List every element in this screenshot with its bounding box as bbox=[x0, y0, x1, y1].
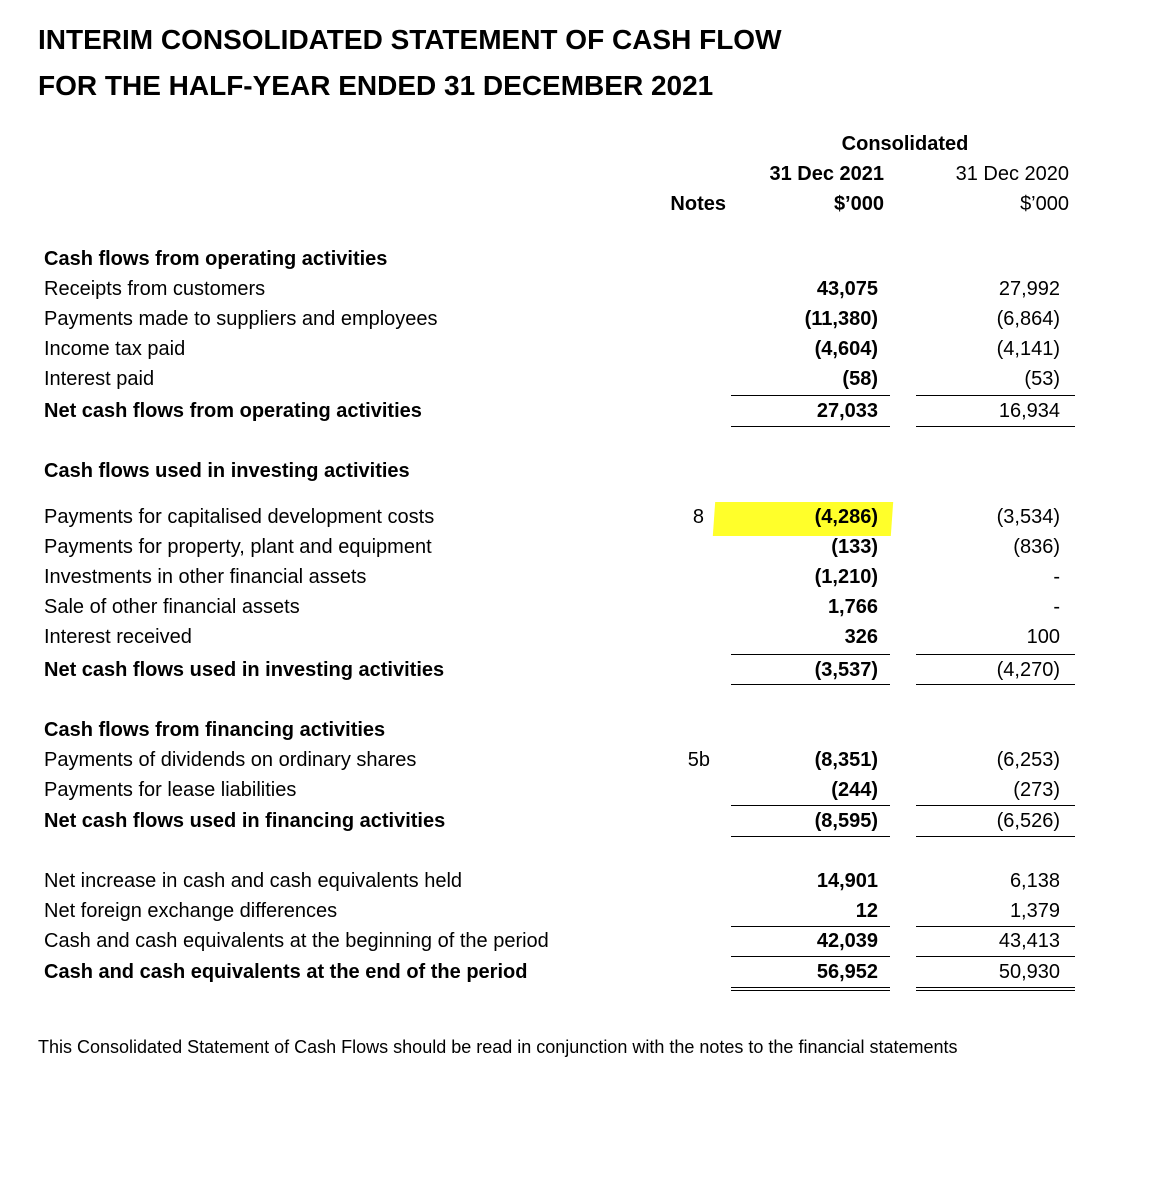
row-label: Net increase in cash and cash equivalents held bbox=[44, 870, 463, 892]
row-label: Interest received bbox=[44, 626, 192, 648]
row-label: Receipts from customers bbox=[44, 278, 266, 300]
value-2021: 12 bbox=[855, 900, 878, 922]
column-2021-date: 31 Dec 2021 bbox=[769, 163, 884, 185]
row-label: Interest paid bbox=[44, 368, 155, 390]
value-2020: - bbox=[1053, 596, 1060, 618]
column-2020-date: 31 Dec 2020 bbox=[955, 163, 1069, 185]
footer-note: This Consolidated Statement of Cash Flows should be read in conjunction with the notes to the financial statements bbox=[38, 1037, 958, 1057]
total-value-2020: (4,270) bbox=[996, 659, 1060, 681]
total-label: Net cash flows used in financing activities bbox=[44, 810, 446, 832]
value-2020: (6,864) bbox=[996, 308, 1060, 330]
statement-title: INTERIM CONSOLIDATED STATEMENT OF CASH FLOW bbox=[38, 24, 782, 55]
column-2020-unit: $’000 bbox=[1020, 193, 1069, 215]
total-rule bbox=[731, 684, 890, 685]
value-2021: 14,901 bbox=[816, 870, 878, 892]
total-row bbox=[0, 806, 1160, 836]
table-row bbox=[0, 622, 1160, 652]
value-2021: 42,039 bbox=[816, 930, 878, 952]
total-rule bbox=[916, 836, 1075, 837]
section-heading-label: Cash flows from financing activities bbox=[44, 719, 386, 741]
value-2021: 1,766 bbox=[827, 596, 878, 618]
value-2020: 6,138 bbox=[1009, 870, 1060, 892]
value-2021: (133) bbox=[831, 536, 878, 558]
total-value-2021: 27,033 bbox=[816, 400, 878, 422]
value-2021: 43,075 bbox=[816, 278, 878, 300]
table-row bbox=[0, 896, 1160, 926]
notes-header: Notes bbox=[670, 193, 726, 215]
section-heading-investing bbox=[0, 456, 1160, 486]
row-label: Cash and cash equivalents at the beginning of the period bbox=[44, 930, 549, 952]
row-label: Payments for property, plant and equipment bbox=[44, 536, 432, 558]
total-rule bbox=[731, 426, 890, 427]
table-row bbox=[0, 592, 1160, 622]
table-row bbox=[0, 334, 1160, 364]
consolidated-header: Consolidated bbox=[841, 133, 969, 155]
column-2021-unit: $’000 bbox=[833, 193, 884, 215]
section-heading-financing bbox=[0, 715, 1160, 745]
row-label: Investments in other financial assets bbox=[44, 566, 367, 588]
total-label: Cash and cash equivalents at the end of the period bbox=[44, 961, 528, 983]
total-value-2021: 56,952 bbox=[816, 961, 878, 983]
statement-subtitle: FOR THE HALF-YEAR ENDED 31 DECEMBER 2021 bbox=[38, 70, 714, 101]
value-2021: (4,604) bbox=[814, 338, 878, 360]
row-label: Payments for lease liabilities bbox=[44, 779, 297, 801]
row-label: Payments of dividends on ordinary shares bbox=[44, 749, 417, 771]
table-row bbox=[0, 364, 1160, 394]
value-2020: 100 bbox=[1026, 626, 1060, 648]
section-heading-label: Cash flows used in investing activities bbox=[44, 460, 410, 482]
value-2020: - bbox=[1053, 566, 1060, 588]
value-2021: (244) bbox=[831, 779, 878, 801]
total-rule bbox=[731, 836, 890, 837]
value-2020: (836) bbox=[1013, 536, 1060, 558]
table-row bbox=[0, 745, 1160, 775]
total-row bbox=[0, 396, 1160, 426]
value-2020: 1,379 bbox=[1009, 900, 1060, 922]
row-label: Sale of other financial assets bbox=[44, 596, 300, 618]
value-2020: (4,141) bbox=[996, 338, 1060, 360]
table-row bbox=[0, 304, 1160, 334]
total-rule bbox=[916, 684, 1075, 685]
total-value-2020: 16,934 bbox=[998, 400, 1060, 422]
table-row bbox=[0, 502, 1160, 532]
value-2021: 326 bbox=[844, 626, 878, 648]
double-total-rule bbox=[916, 987, 1075, 991]
value-2021: (4,286) bbox=[814, 506, 878, 528]
total-value-2021: (8,595) bbox=[814, 810, 878, 832]
value-2021: (1,210) bbox=[814, 566, 878, 588]
total-row bbox=[0, 957, 1160, 987]
row-label: Net foreign exchange differences bbox=[44, 900, 338, 922]
total-value-2020: (6,526) bbox=[996, 810, 1060, 832]
table-row bbox=[0, 775, 1160, 805]
total-value-2021: (3,537) bbox=[814, 659, 878, 681]
value-2021: (58) bbox=[842, 368, 878, 390]
total-label: Net cash flows used in investing activities bbox=[44, 659, 445, 681]
section-heading-label: Cash flows from operating activities bbox=[44, 248, 388, 270]
double-total-rule bbox=[731, 987, 890, 991]
total-row bbox=[0, 655, 1160, 685]
value-2021: (11,380) bbox=[804, 308, 878, 330]
row-note: 5b bbox=[687, 749, 710, 771]
table-row bbox=[0, 866, 1160, 896]
value-2020: (273) bbox=[1013, 779, 1060, 801]
section-heading-operating bbox=[0, 244, 1160, 274]
value-2020: (3,534) bbox=[996, 506, 1060, 528]
table-row bbox=[0, 562, 1160, 592]
row-label: Payments made to suppliers and employees bbox=[44, 308, 438, 330]
row-label: Income tax paid bbox=[44, 338, 186, 360]
table-row bbox=[0, 274, 1160, 304]
total-rule bbox=[916, 426, 1075, 427]
total-value-2020: 50,930 bbox=[998, 961, 1060, 983]
total-label: Net cash flows from operating activities bbox=[44, 400, 422, 422]
row-label: Payments for capitalised development costs bbox=[44, 506, 435, 528]
value-2021: (8,351) bbox=[814, 749, 878, 771]
table-row bbox=[0, 532, 1160, 562]
table-row bbox=[0, 926, 1160, 956]
value-2020: 27,992 bbox=[998, 278, 1060, 300]
row-note: 8 bbox=[692, 506, 704, 528]
value-2020: (6,253) bbox=[996, 749, 1060, 771]
value-2020: 43,413 bbox=[998, 930, 1060, 952]
value-2020: (53) bbox=[1024, 368, 1060, 390]
